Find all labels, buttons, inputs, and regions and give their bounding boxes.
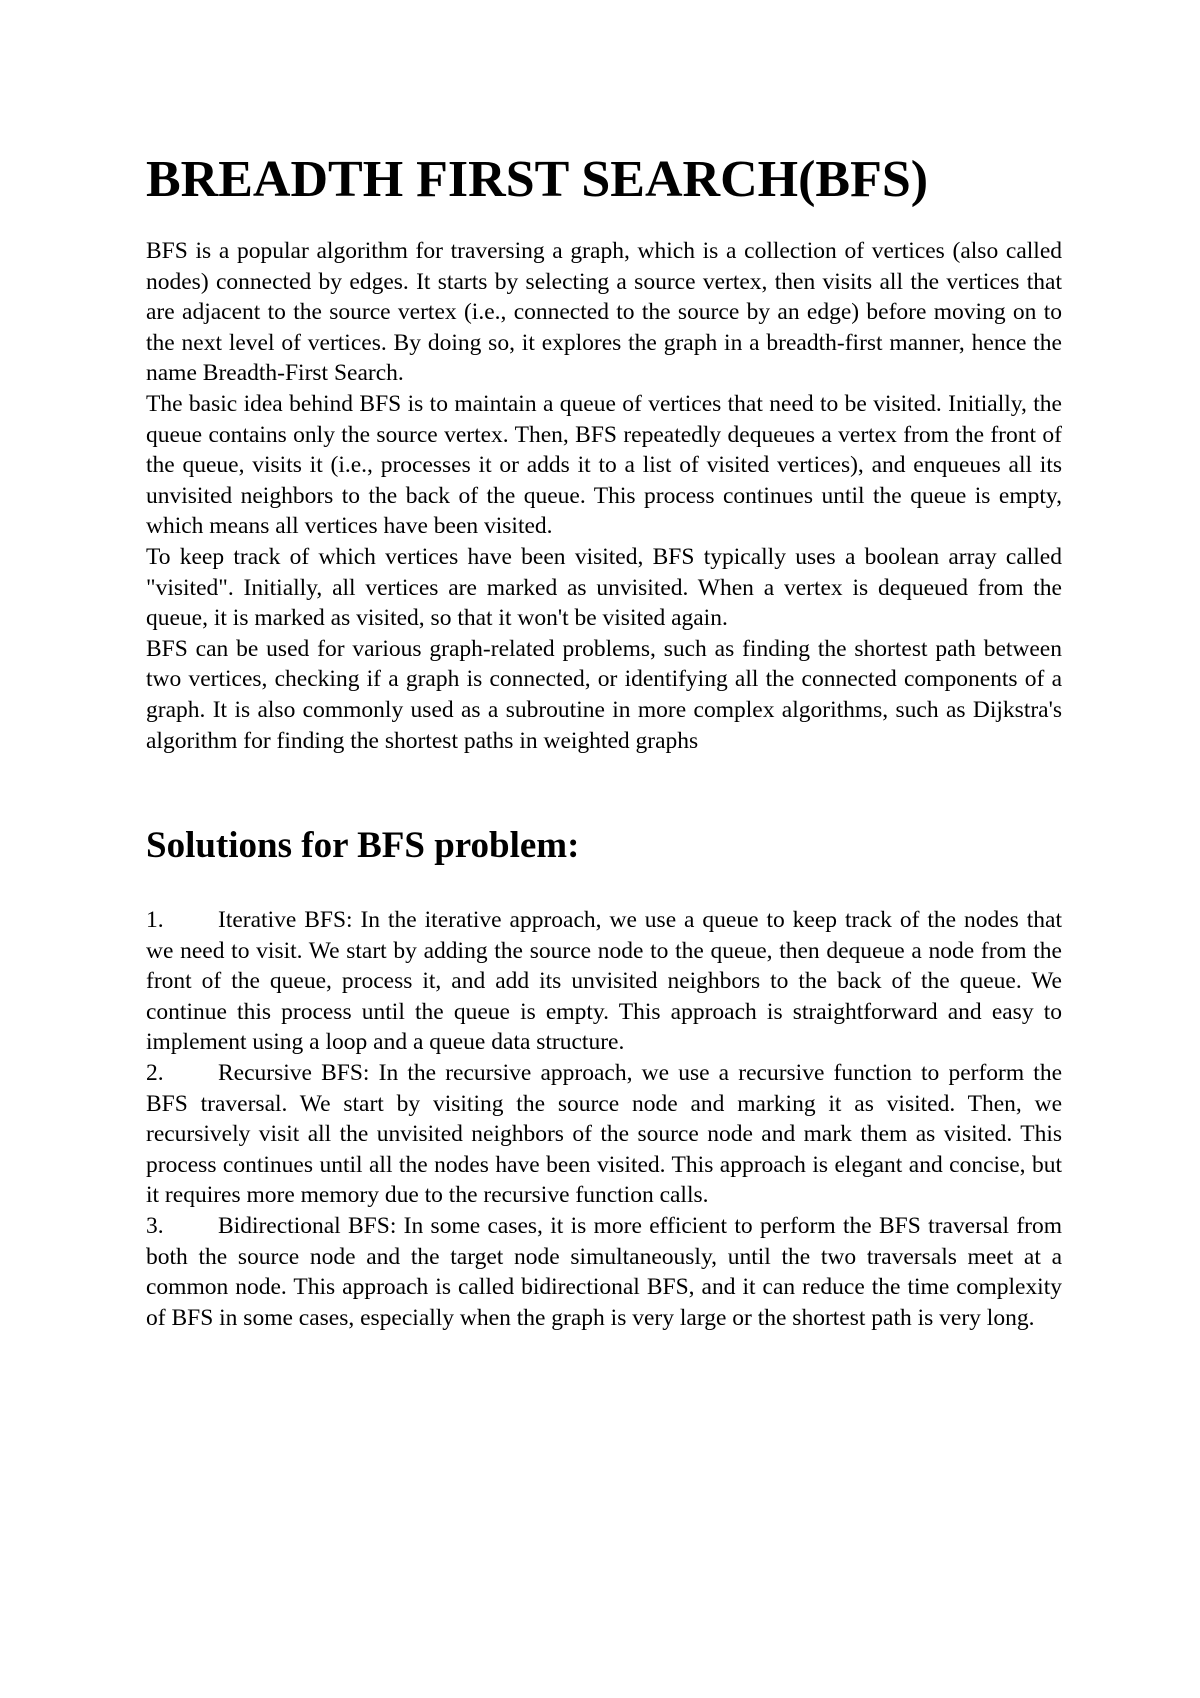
intro-section [146,236,1062,756]
solution-number: 3. [146,1213,164,1240]
solution-text: Recursive BFS: In the recursive approach, we use a recursive function to perform the BFS traversal. We start by visiting the source node and marking it as visited. Then, we recursively visit all the unvisited neighbors of the source node and mark them as visited. This process continues until all the nodes have been visited. This approach is elegant and concise, but it requires more memory due to the recursive function calls. [146,1060,1062,1209]
solution-item-3 [146,1211,1062,1333]
document-page [146,148,1062,1333]
solutions-list [146,905,1062,1333]
intro-paragraph-2: The basic idea behind BFS is to maintain a queue of vertices that need to be visited. Initially, the queue contains only the source vertex. Then, BFS repeatedly dequeues a vertex from the front of the queue, visits it (i.e., processes it or adds it to a list of visited vertices), and enqueues all its unvisited neighbors to the back of the queue. This process continues until the queue is empty, which means all vertices have been visited. [146,390,1062,540]
solution-item-1 [146,905,1062,1058]
intro-paragraph-4: BFS can be used for various graph-related problems, such as finding the shortest path between two vertices, checking if a graph is connected, or identifying all the connected components of a graph. It is also commonly used as a subroutine in more complex algorithms, such as Dijkstra's algorithm for finding the shortest paths in weighted graphs [146,635,1062,754]
section-heading: Solutions for BFS problem: [146,825,580,867]
page-title: BREADTH FIRST SEARCH(BFS) [146,151,929,208]
solution-text: Bidirectional BFS: In some cases, it is more efficient to perform the BFS traversal from both the source node and the target node simultaneously, until the two traversals meet at a common node. This approach is called bidirectional BFS, and it can reduce the time complexity of BFS in some cases, especially when the graph is very large or the shortest path is very long. [146,1213,1062,1331]
intro-paragraph-1: BFS is a popular algorithm for traversing a graph, which is a collection of vertices (also called nodes) connected by edges. It starts by selecting a source vertex, then visits all the vertices that are adjacent to the source vertex (i.e., connected to the source by an edge) before moving on to the next level of vertices. By doing so, it explores the graph in a breadth-first manner, hence the name Breadth-First Search. [146,238,1062,387]
solution-number: 2. [146,1060,164,1087]
solution-item-2 [146,1058,1062,1211]
intro-paragraph-3: To keep track of which vertices have been visited, BFS typically uses a boolean array called "visited". Initially, all vertices are marked as unvisited. When a vertex is dequeued from the queue, it is marked as visited, so that it won't be visited again. [146,543,1062,632]
solution-number: 1. [146,907,164,934]
solution-text: Iterative BFS: In the iterative approach, we use a queue to keep track of the nodes that we need to visit. We start by adding the source node to the queue, then dequeue a node from the front of the queue, process it, and add its unvisited neighbors to the back of the queue. We continue this process until the queue is empty. This approach is straightforward and easy to implement using a loop and a queue data structure. [146,907,1062,1056]
